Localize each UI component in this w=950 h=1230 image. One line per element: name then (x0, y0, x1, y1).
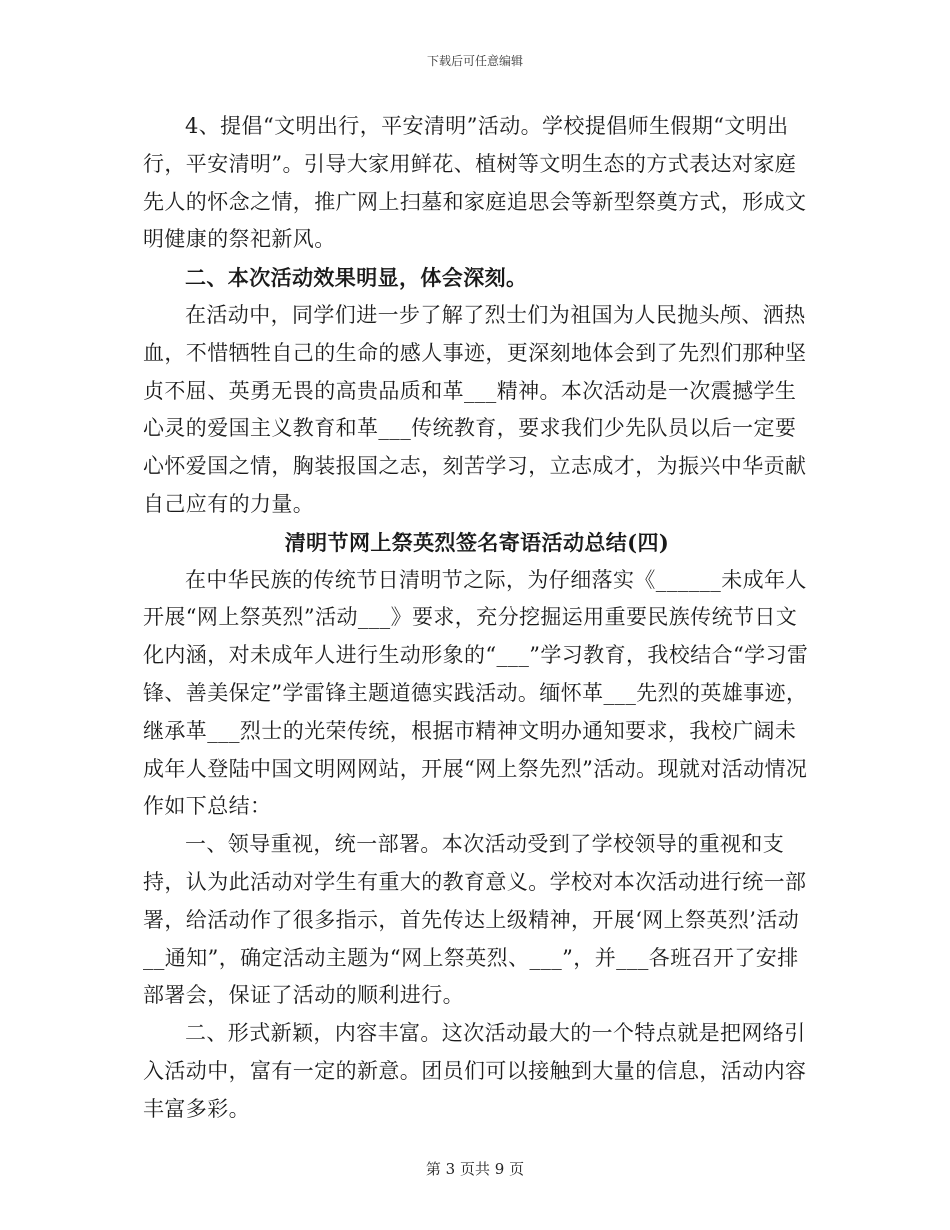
paragraph-intro: 在中华民族的传统节日清明节之际，为仔细落实《______未成年人开展“网上祭英烈”活动___》要求，充分挖掘运用重要民族传统节日文化内涵，对未成年人进行生动形象的“___”学习教育，我校结合“学习雷锋、善美保定”学雷锋主题道德实践活动。缅怀革___先烈的英雄事迹，继承革___烈士的光荣传统，根据市精神文明办通知要求，我校广阔未成年人登陆中国文明网网站，开展“网上祭先烈”活动。现就对活动情况作如下总结： (143, 567, 809, 819)
page-footer: 第 3 页共 9 页 (425, 1160, 525, 1178)
paragraph-leadership: 一、领导重视，统一部署。本次活动受到了学校领导的重视和支持，认为此活动对学生有重大的教育意义。学校对本次活动进行统一部署，给活动作了很多指示，首先传达上级精神，开展‘网上祭英烈’活动__通知”，确定活动主题为“网上祭英烈、___”，并___各班召开了安排部署会，保证了活动的顺利进行。 (143, 832, 807, 1008)
section-title-summary-4: 清明节网上祭英烈签名寄语活动总结(四) (284, 529, 670, 555)
section-heading-effects: 二、本次活动效果明显，体会深刻。 (185, 265, 528, 291)
paragraph-item-4: 4、提倡“文明出行，平安清明”活动。学校提倡师生假期“文明出行，平安清明”。引导大家用鲜花、植树等文明生态的方式表达对家庭先人的怀念之情，推广网上扫墓和家庭追思会等新型祭奠方式，形成文明健康的祭祀新风。 (143, 114, 807, 252)
paragraph-format: 二、形式新颖，内容丰富。这次活动最大的一个特点就是把网络引入活动中，富有一定的新意。团员们可以接触到大量的信息，活动内容丰富多彩。 (143, 1021, 807, 1121)
page-header: 下载后可任意编辑 (426, 54, 523, 68)
document-body (143, 108, 811, 1129)
paragraph-effects: 在活动中，同学们进一步了解了烈士们为祖国为人民抛头颅、洒热血，不惜牺牲自己的生命的感人事迹，更深刻地体会到了先烈们那种坚贞不屈、英勇无畏的高贵品质和革___精神。本次活动是一次震撼学生心灵的爱国主义教育和革___传统教育，要求我们少先队员以后一定要心怀爱国之情，胸装报国之志，刻苦学习，立志成才，为振兴中华贡献自己应有的力量。 (143, 302, 807, 516)
